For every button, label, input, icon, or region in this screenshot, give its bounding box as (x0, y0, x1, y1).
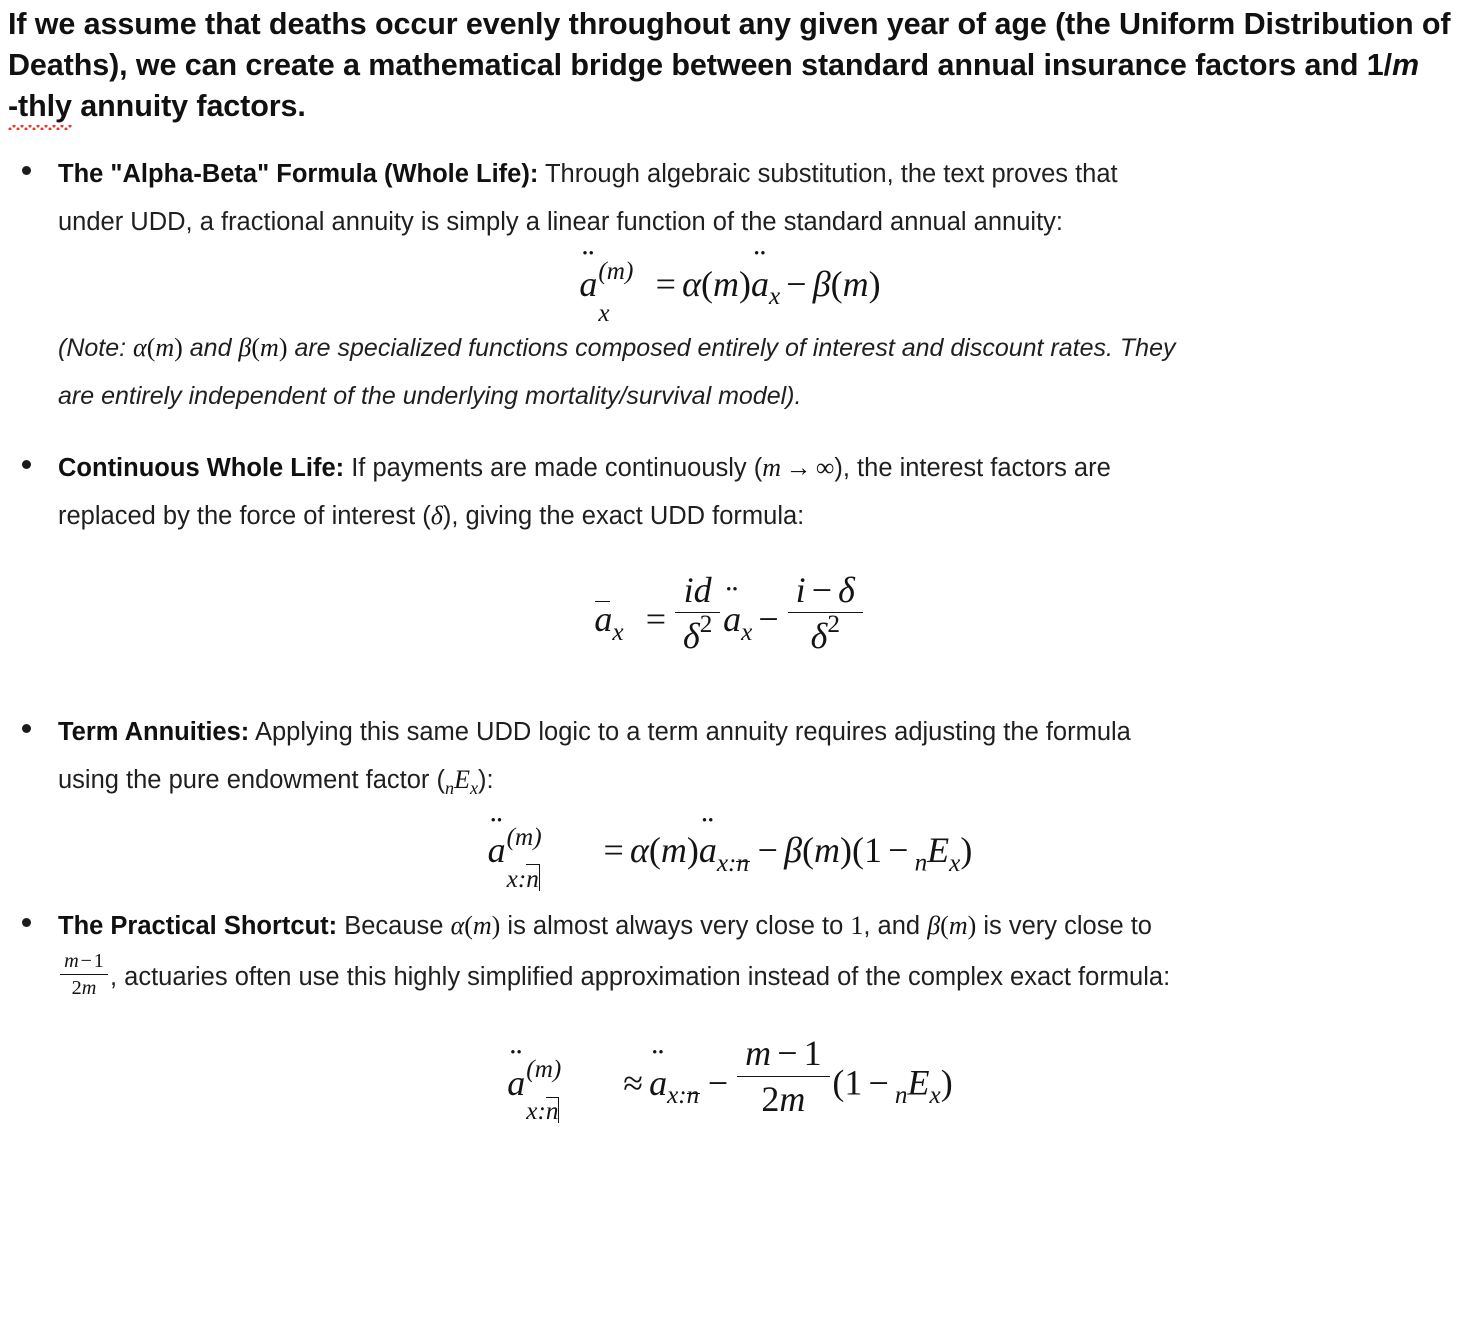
bullet-body-text-mid2: , and (863, 912, 928, 941)
list-item-continuous-whole-life (8, 444, 1452, 540)
math-one: 1 (844, 1062, 863, 1103)
fraction-numerator: id (683, 570, 712, 610)
math-a-doubledot: ¨ a (488, 832, 506, 868)
inline-math-fraction-m-minus-1-over-2m (58, 950, 110, 1001)
math-subscript-x-colon-n-angle: x:n (507, 867, 542, 892)
bullet-dot-icon (22, 166, 31, 175)
inline-math-beta-of-m: β(m) (927, 911, 977, 941)
math-minus: − (757, 830, 778, 871)
bullet-body-text-post: ): (478, 766, 494, 795)
inline-math-pure-endowment (445, 756, 478, 804)
bullet-body-text-post: ), giving the exact UDD formula: (442, 502, 805, 530)
bullet-paragraph (58, 902, 1183, 1001)
math-a-bar: a (594, 599, 613, 640)
spellcheck-misspelling[interactable]: -thly (8, 86, 72, 127)
math-lparen-group: ( (852, 830, 865, 871)
math-superscript-m: (m) (526, 1056, 562, 1084)
math-presubscript-n: n (894, 1081, 908, 1109)
math-rparen-group: ) (960, 830, 973, 871)
fraction-denominator: $\delta^2$ (788, 612, 863, 656)
equation-body (507, 1033, 953, 1126)
math-subscript-x: x (598, 299, 610, 327)
bullet-body-text-pre: Because (337, 912, 451, 941)
math-fraction-i-minus-delta-over-delta-squared (788, 570, 863, 656)
math-minus: − (707, 1062, 729, 1103)
bullet-paragraph (58, 150, 1183, 246)
fraction-numerator: m−1 (64, 950, 104, 973)
math-rparen-group: ) (940, 1062, 953, 1103)
math-minus: − (786, 264, 807, 304)
math-equals: = (603, 830, 624, 871)
math-beta: β (812, 264, 831, 304)
bullet-body-text-mid3: is very close to (976, 912, 1152, 941)
list-item-term-annuities (8, 708, 1452, 804)
math-a-doubledot-2: ¨ a (649, 1065, 667, 1101)
math-minus: − (758, 599, 779, 640)
inline-math-delta: δ (430, 501, 443, 530)
page-title-text-tail: annuity factors. (71, 89, 306, 123)
fraction-numerator: i − δ (795, 570, 855, 610)
math-a-doubledot-2: ¨ a (751, 266, 769, 302)
math-a-doubledot: ¨ a (723, 601, 741, 637)
inline-math-m-to-infinity: m → ∞ (762, 453, 835, 482)
math-approx: ≈ (623, 1062, 643, 1103)
math-lparen-group: ( (832, 1062, 845, 1103)
bullet-body-text: Through algebraic substitution, the text proves that under UDD, a fractional annuity is simply a linear function of the standard annual annuity: (58, 160, 1118, 236)
equation-continuous-whole-life (8, 570, 1452, 656)
math-a-doubledot: ¨ a (507, 1065, 525, 1101)
math-alpha: α (133, 333, 147, 362)
math-presubscript-n: n (914, 849, 928, 877)
note-text-pre: (Note: (58, 334, 134, 362)
fraction-denominator: 2m (737, 1076, 829, 1120)
math-E: E (454, 765, 470, 795)
math-equals: = (645, 599, 667, 640)
fraction-denominator: $\delta^2$ (675, 612, 720, 656)
math-m-2: m (842, 264, 869, 304)
math-subscript-x-2: x (768, 283, 781, 311)
math-presubscript-n: n (444, 778, 455, 799)
math-beta: β (238, 333, 252, 362)
math-fraction-id-over-delta-squared (675, 570, 720, 656)
page-title-text: If we assume that deaths occur evenly throughout any given year of age (the Uniform Distribution of Deaths), we can create a mathematical bridge between standard annual insurance factors and 1/ (8, 7, 1451, 82)
math-a-doubledot-2: ¨ a (699, 832, 717, 868)
inline-math-one: 1 (850, 911, 864, 941)
math-beta: β (784, 830, 803, 871)
bullet-lead-label: Term Annuities: (58, 718, 250, 747)
math-one: 1 (864, 830, 883, 871)
fraction-numerator: m − 1 (745, 1033, 822, 1074)
math-a-doubledot: ¨ a (579, 266, 597, 302)
list-item-practical-shortcut (8, 902, 1452, 1001)
fraction-denominator: 2m (60, 974, 109, 999)
bullet-body-text-pre: If payments are made continuously ( (344, 454, 763, 482)
bullet-lead-label: The Practical Shortcut: (58, 912, 338, 941)
math-subscript-x-colon-n-angle: x:n (526, 1099, 561, 1124)
bullet-dot-icon (22, 724, 31, 733)
math-E: E (927, 830, 950, 871)
math-angle-n-icon: n (526, 867, 541, 892)
equation-body (594, 570, 865, 656)
math-subscript-x-colon-n-angle-2: x:n (667, 1081, 700, 1109)
math-subscript-x: x (612, 618, 624, 646)
bullet-lead-label: The "Alpha-Beta" Formula (Whole Life): (58, 160, 539, 188)
math-rparen-2: ) (868, 264, 881, 304)
bullet-paragraph (58, 444, 1183, 540)
bullet-dot-icon (22, 918, 31, 927)
equation-body (579, 257, 881, 327)
math-E: E (907, 1062, 930, 1103)
math-m: m (712, 264, 739, 304)
note-text-mid: and (182, 334, 239, 362)
math-subscript-x-2: x (741, 618, 753, 646)
math-superscript-m: (m) (598, 257, 634, 285)
note-text-post: are specialized functions composed entirely of interest and discount rates. They are entirely independent of the underlying mortality/survival model). (58, 334, 1176, 410)
equation-body: ¨ a (m) x:n = α(m)¨ $a_{x:n} - \beta(m)(1 - _nE_x)$ (488, 832, 973, 868)
equation-term-annuity-udd (8, 824, 1452, 893)
equation-practical-shortcut (8, 1033, 1452, 1126)
bullet-body-text-pre: Applying this same UDD logic to a term annuity requires adjusting the formula using the pure endowment factor ( (58, 718, 1131, 795)
list-item-alpha-beta-formula (8, 150, 1452, 246)
bullet-list (8, 150, 1452, 1126)
equation-alpha-beta-whole-life (8, 257, 1452, 327)
inline-math-beta-of-m: β(m) (238, 333, 288, 362)
bullet-body-text-mid1: is almost always very close to (500, 912, 851, 941)
bullet-body-text-post: , actuaries often use this highly simplified approximation instead of the complex exact formula: (109, 963, 1171, 992)
page-title-italic-m: m (1392, 48, 1420, 82)
math-minus-2: − (888, 830, 909, 871)
bullet-dot-icon (22, 460, 31, 469)
math-subscript-x-colon-n-angle-2: x:n (716, 849, 750, 877)
inline-math-alpha-of-m: α(m) (450, 911, 501, 941)
math-subscript-x-2: x (949, 849, 961, 877)
math-angle-n-icon: n (546, 1099, 561, 1124)
math-equals: = (655, 264, 676, 304)
math-minus-2: − (868, 1062, 889, 1103)
math-rparen: ) (738, 264, 751, 304)
bullet-body-text-mid: ), the interest factors are replaced by the force of interest ( (58, 454, 1111, 530)
math-lparen-2: ( (830, 264, 843, 304)
math-fraction-m-minus-1-over-2m (737, 1033, 829, 1119)
note-paragraph (8, 324, 1183, 420)
bullet-paragraph (58, 708, 1183, 804)
page-title (8, 4, 1452, 127)
math-subscript-x-2: x (929, 1081, 941, 1109)
bullet-lead-label: Continuous Whole Life: (58, 454, 345, 482)
math-superscript-m: (m) (506, 824, 542, 852)
math-alpha: α (629, 830, 649, 871)
math-lparen: ( (700, 264, 713, 304)
math-subscript-x: x (469, 778, 479, 799)
inline-math-alpha-of-m: α(m) (133, 333, 183, 362)
math-alpha: α (682, 264, 701, 304)
